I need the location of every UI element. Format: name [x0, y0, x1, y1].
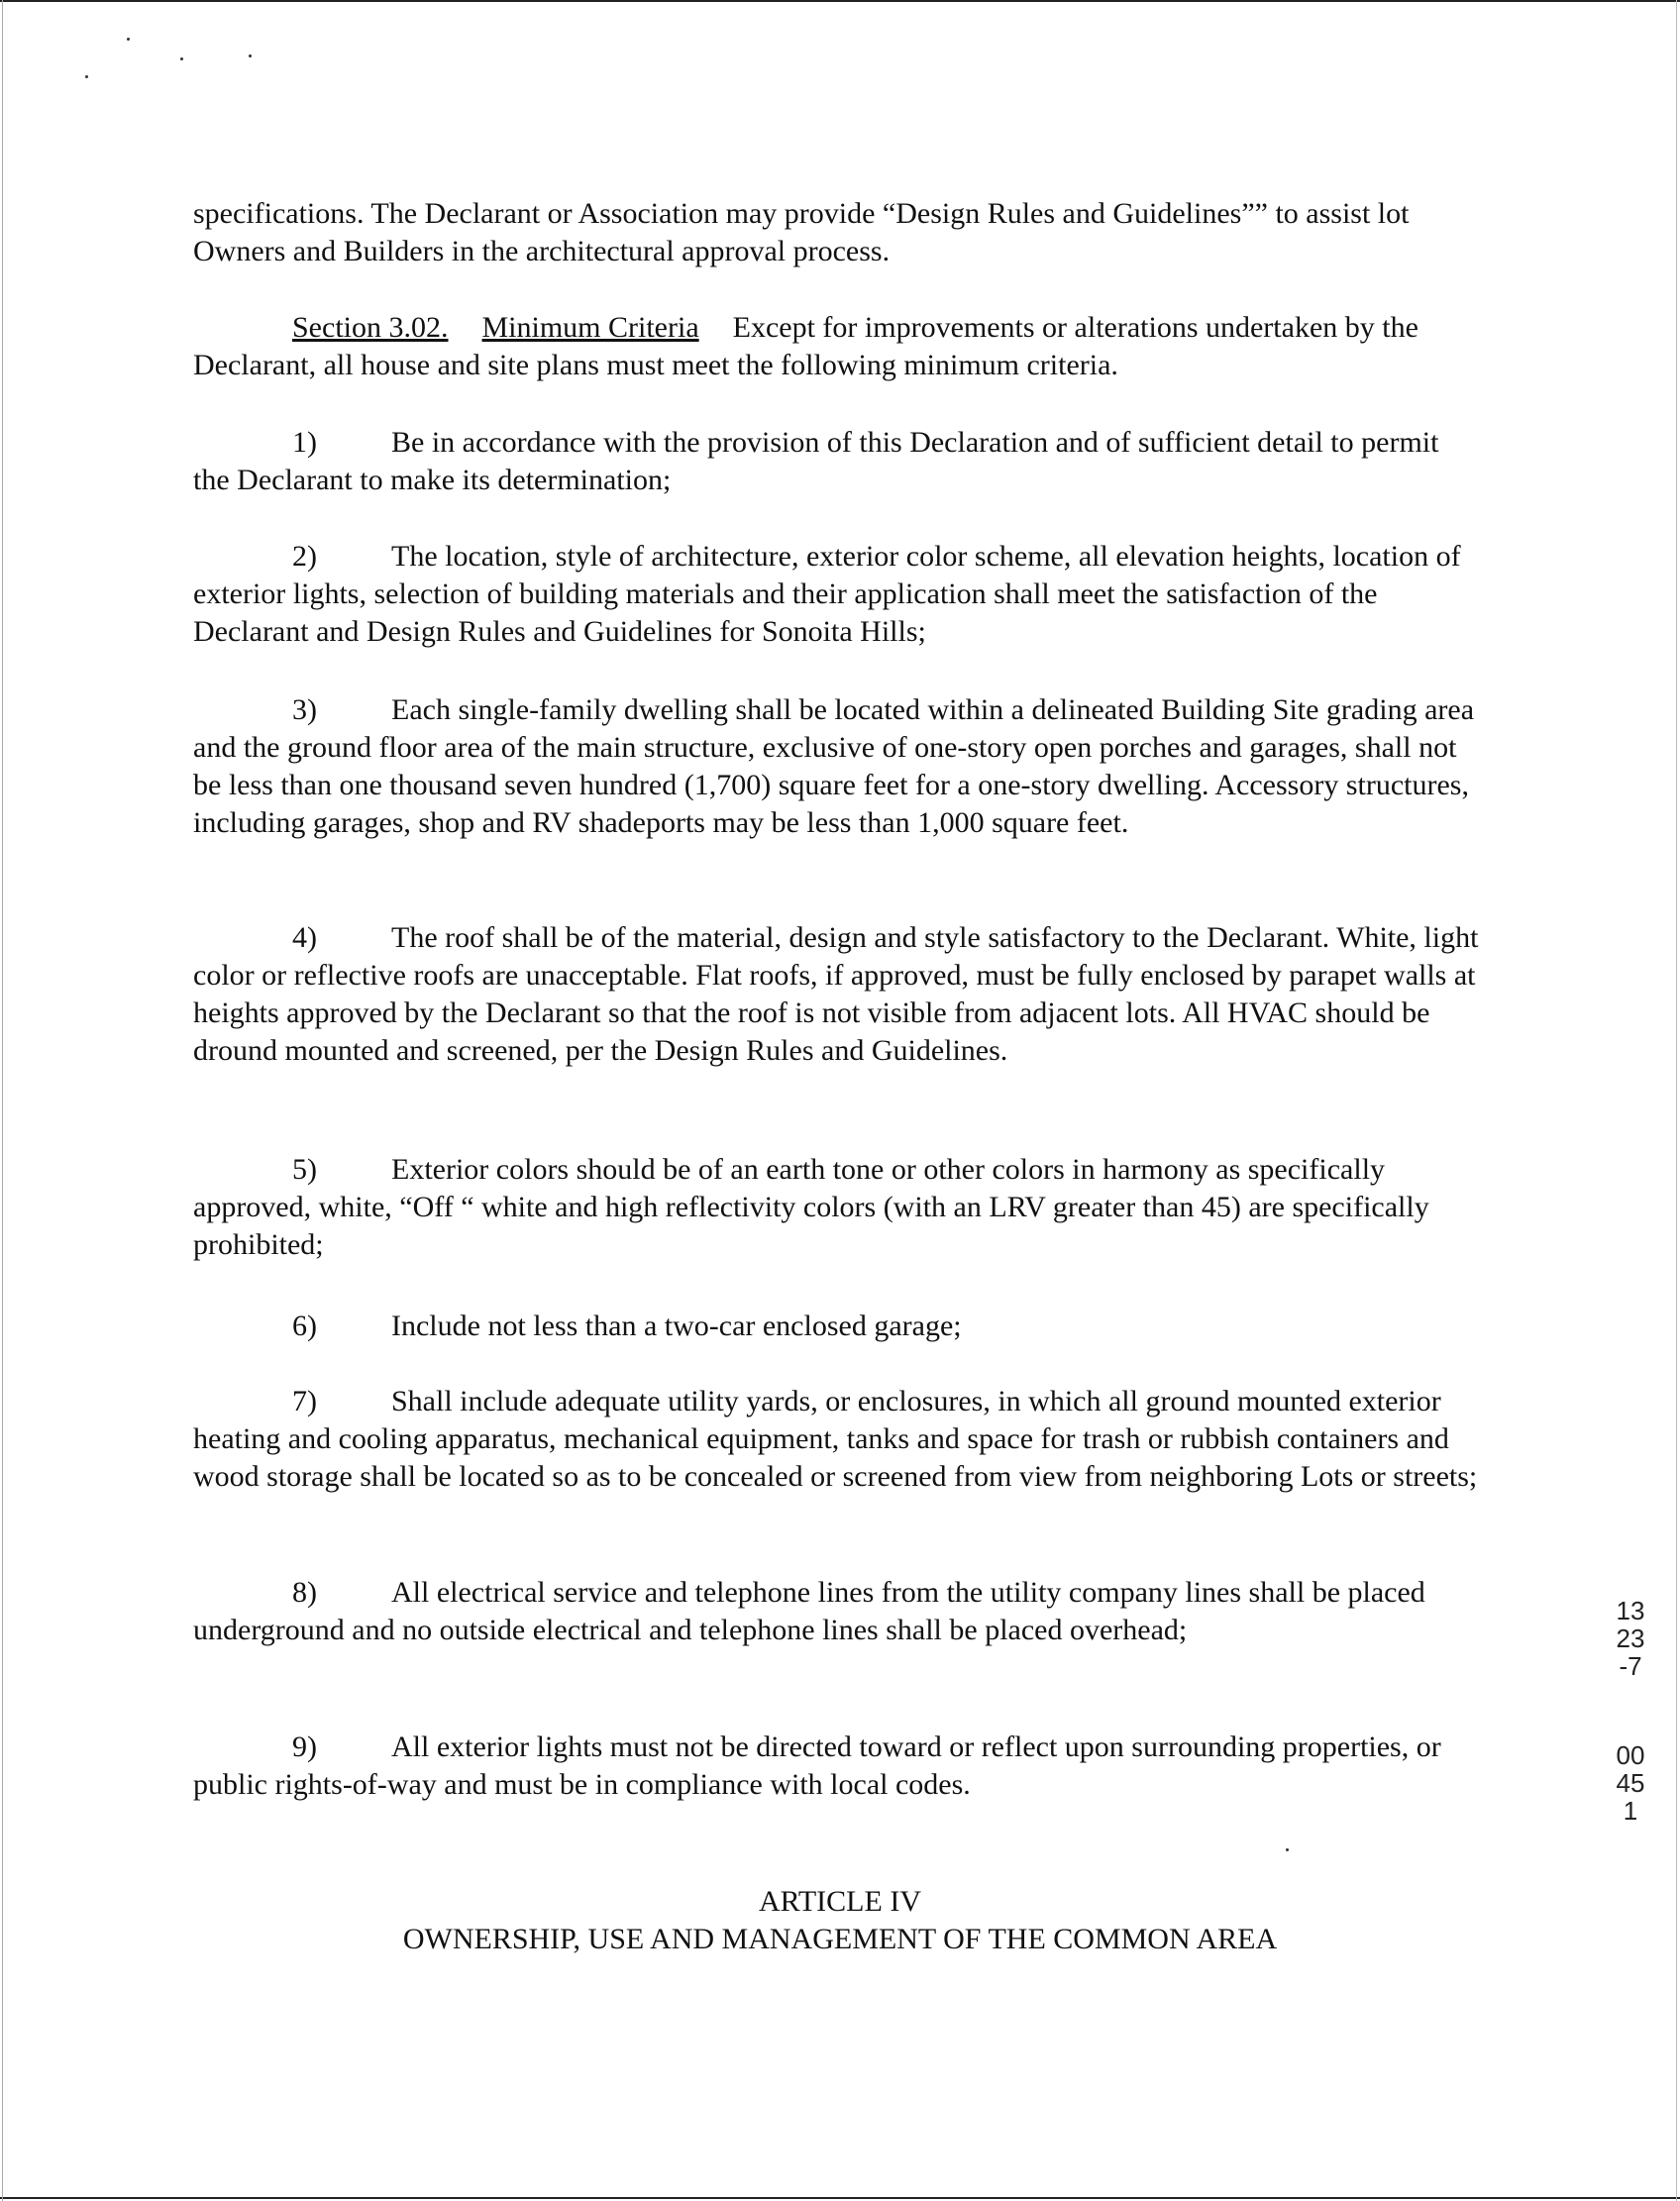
criterion-8: 8) All electrical service and telephone lines from the utility company lines shall be placed underground and no outside electrical and telephone lines shall be placed overhead;	[193, 1576, 1425, 1646]
criterion-2: 2) The location, style of architecture, exterior color scheme, all elevation heights, location of exterior lights, selection of building materials and their application shall meet the satisfaction of the Declarant and Design Rules and Guidelines for Sonoita Hills;	[193, 540, 1461, 648]
scan-speck	[249, 54, 252, 57]
scan-speck	[180, 57, 183, 60]
criterion-5: 5) Exterior colors should be of an earth tone or other colors in harmony as specifically approved, white, “Off “ white and high reflectivity colors (with an LRV greater than 45) are specifically prohibited;	[193, 1153, 1429, 1261]
recording-number-part1: 1323-7	[1616, 1596, 1645, 1681]
article-title: OWNERSHIP, USE AND MANAGEMENT OF THE COMMON AREA	[402, 1923, 1278, 1955]
article-heading: ARTICLE IV	[758, 1885, 921, 1918]
intro-paragraph: specifications. The Declarant or Association may provide “Design Rules and Guidelines”” to assist lot Owners and Builders in the architectural approval process.	[193, 197, 1410, 267]
scan-border-left	[2, 0, 3, 2201]
criterion-9: 9) All exterior lights must not be directed toward or reflect upon surrounding properties, or public rights-of-way and must be in compliance with local codes.	[193, 1730, 1441, 1801]
criterion-7: 7) Shall include adequate utility yards, or enclosures, in which all ground mounted exterior heating and cooling apparatus, mechanical equipment, tanks and space for trash or rubbish containers and wood storage shall be located so as to be concealed or screened from view from neighboring Lots or streets;	[193, 1385, 1478, 1493]
scan-speck	[85, 75, 88, 78]
scan-border-right	[1676, 0, 1677, 2201]
recording-number-part2: 00451	[1616, 1740, 1645, 1826]
scan-speck	[1286, 1848, 1289, 1851]
criterion-3: 3) Each single-family dwelling shall be located within a delineated Building Site grading area and the ground floor area of the main structure, exclusive of one-story open porches and garages, shall not be less than one thousand seven hundred (1,700) square feet for a one-story dwelling. Accessory structures, including garages, shop and RV shadeports may be less than 1,000 square feet.	[193, 693, 1475, 839]
section-label: Section 3.02.	[292, 311, 449, 344]
section-text: Except for improvements or alterations undertaken by the Declarant, all house and site plans must meet the following minimum criteria.	[193, 311, 1418, 381]
scan-border-bottom	[0, 2197, 1680, 2199]
criterion-6: 6) Include not less than a two-car enclosed garage;	[292, 1310, 962, 1342]
section-3-02	[193, 309, 1481, 384]
scan-speck	[127, 38, 130, 41]
criterion-1: 1) Be in accordance with the provision of this Declaration and of sufficient detail to permit the Declarant to make its determination;	[193, 426, 1439, 496]
criterion-4: 4) The roof shall be of the material, design and style satisfactory to the Declarant. White, light color or reflective roofs are unacceptable. Flat roofs, if approved, must be fully enclosed by parapet walls at heights approved by the Declarant so that the roof is not visible from adjacent lots. All HVAC should be dround mounted and screened, per the Design Rules and Guidelines.	[193, 921, 1479, 1067]
scan-border-top	[0, 0, 1680, 2]
section-title: Minimum Criteria	[481, 311, 699, 344]
